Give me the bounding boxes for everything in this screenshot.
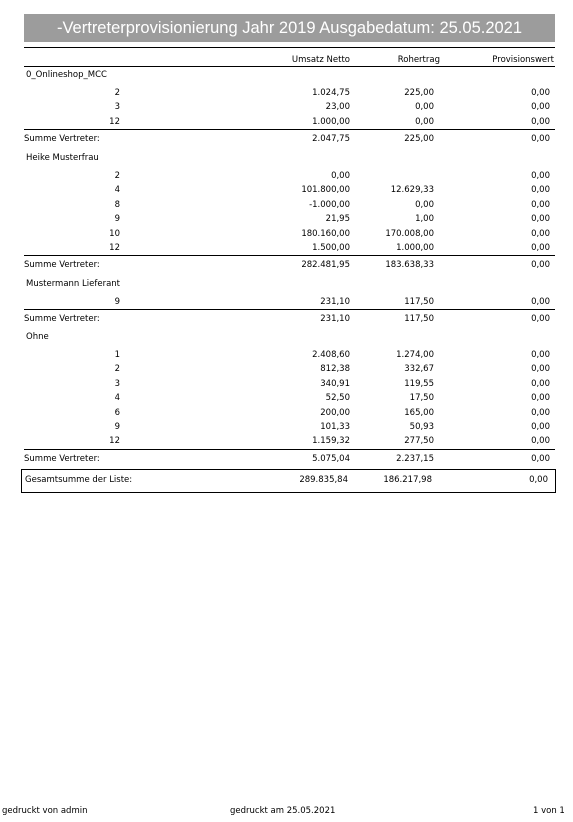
cell-umsatz: 1.500,00 xyxy=(312,243,350,253)
cell-rohertrag: 0,00 xyxy=(415,117,434,127)
cell-rv: 1 xyxy=(114,350,120,360)
group-sum-rohertrag: 183.638,33 xyxy=(385,260,434,270)
grand-total-row xyxy=(25,475,556,487)
cell-provision: 0,00 xyxy=(531,379,550,389)
cell-rohertrag: 50,93 xyxy=(409,422,434,432)
cell-rohertrag: 277,50 xyxy=(404,436,434,446)
grand-total-provision: 0,00 xyxy=(529,475,548,485)
group-sum-umsatz: 5.075,04 xyxy=(312,454,350,464)
cell-rohertrag: 1,00 xyxy=(415,214,434,224)
group-sum-rohertrag: 117,50 xyxy=(404,314,434,324)
cell-umsatz: 21,95 xyxy=(325,214,350,224)
footer-page-number: 1 von 1 xyxy=(533,806,565,816)
cell-provision: 0,00 xyxy=(531,171,550,181)
cell-rv: 2 xyxy=(114,364,120,374)
table-row xyxy=(24,200,555,212)
cell-rv: 6 xyxy=(114,408,120,418)
cell-umsatz: 101,33 xyxy=(320,422,350,432)
table-row xyxy=(24,422,555,434)
cell-rohertrag: 119,55 xyxy=(404,379,434,389)
table-row xyxy=(24,117,555,129)
cell-provision: 0,00 xyxy=(531,243,550,253)
group-name: Heike Musterfrau xyxy=(26,153,99,163)
group-sum-divider xyxy=(24,449,555,450)
table-row xyxy=(24,243,555,255)
table-row xyxy=(24,88,555,100)
cell-rohertrag: 170.008,00 xyxy=(385,229,434,239)
cell-rohertrag: 17,50 xyxy=(409,393,434,403)
group-sum-provision: 0,00 xyxy=(531,134,550,144)
group-sum-provision: 0,00 xyxy=(531,314,550,324)
cell-rohertrag: 0,00 xyxy=(415,200,434,210)
group-sum-label: Summe Vertreter: xyxy=(24,134,100,144)
cell-provision: 0,00 xyxy=(531,88,550,98)
cell-rv: 4 xyxy=(114,185,120,195)
cell-provision: 0,00 xyxy=(531,436,550,446)
group-sum-row xyxy=(24,454,555,466)
cell-umsatz: 1.159,32 xyxy=(312,436,350,446)
cell-provision: 0,00 xyxy=(531,364,550,374)
cell-rohertrag: 12.629,33 xyxy=(390,185,434,195)
cell-rv: 12 xyxy=(109,117,120,127)
group-name: 0_Onlineshop_MCC xyxy=(26,70,107,80)
cell-umsatz: 180.160,00 xyxy=(301,229,350,239)
cell-rv: 9 xyxy=(114,214,120,224)
group-sum-row xyxy=(24,314,555,326)
group-sum-provision: 0,00 xyxy=(531,454,550,464)
table-row xyxy=(24,350,555,362)
cell-umsatz: -1.000,00 xyxy=(309,200,350,210)
title-underline xyxy=(24,47,555,48)
table-row xyxy=(24,185,555,197)
footer-printed-on: gedruckt am 25.05.2021 xyxy=(230,806,336,816)
cell-rohertrag: 165,00 xyxy=(404,408,434,418)
cell-provision: 0,00 xyxy=(531,297,550,307)
report-title: -Vertreterprovisionierung Jahr 2019 Ausgabedatum: 25.05.2021 xyxy=(24,14,555,42)
group-sum-label: Summe Vertreter: xyxy=(24,260,100,270)
cell-rv: 10 xyxy=(109,229,120,239)
cell-rv: 3 xyxy=(114,379,120,389)
column-header-rohertrag: Rohertrag xyxy=(397,55,440,65)
group-sum-rohertrag: 225,00 xyxy=(404,134,434,144)
group-sum-umsatz: 231,10 xyxy=(320,314,350,324)
cell-rv: 2 xyxy=(114,171,120,181)
cell-umsatz: 52,50 xyxy=(325,393,350,403)
group-sum-umsatz: 282.481,95 xyxy=(301,260,350,270)
cell-rv: 9 xyxy=(114,422,120,432)
table-row xyxy=(24,171,555,183)
cell-umsatz: 101.800,00 xyxy=(301,185,350,195)
header-underline xyxy=(24,66,555,67)
cell-umsatz: 231,10 xyxy=(320,297,350,307)
table-row xyxy=(24,297,555,309)
group-sum-divider xyxy=(24,129,555,130)
cell-provision: 0,00 xyxy=(531,408,550,418)
cell-provision: 0,00 xyxy=(531,102,550,112)
cell-umsatz: 812,38 xyxy=(320,364,350,374)
cell-umsatz: 340,91 xyxy=(320,379,350,389)
group-sum-row xyxy=(24,134,555,146)
cell-rohertrag: 0,00 xyxy=(415,102,434,112)
cell-rv: 2 xyxy=(114,88,120,98)
cell-umsatz: 2.408,60 xyxy=(312,350,350,360)
cell-umsatz: 1.000,00 xyxy=(312,117,350,127)
group-sum-divider xyxy=(24,309,555,310)
cell-rv: 3 xyxy=(114,102,120,112)
column-header-umsatz: Umsatz Netto xyxy=(291,55,350,65)
table-row xyxy=(24,229,555,241)
table-row xyxy=(24,408,555,420)
cell-rv: 9 xyxy=(114,297,120,307)
cell-rohertrag: 1.000,00 xyxy=(396,243,434,253)
table-row xyxy=(24,214,555,226)
grand-total-umsatz: 289.835,84 xyxy=(299,475,348,485)
table-row xyxy=(24,379,555,391)
cell-provision: 0,00 xyxy=(531,229,550,239)
footer-printed-by: gedruckt von admin xyxy=(2,806,88,816)
cell-umsatz: 1.024,75 xyxy=(312,88,350,98)
group-sum-divider xyxy=(24,255,555,256)
group-sum-umsatz: 2.047,75 xyxy=(312,134,350,144)
group-sum-label: Summe Vertreter: xyxy=(24,454,100,464)
cell-umsatz: 0,00 xyxy=(331,171,350,181)
group-name: Mustermann Lieferant xyxy=(26,279,120,289)
group-sum-rohertrag: 2.237,15 xyxy=(396,454,434,464)
column-header-provision: Provisionswert xyxy=(492,55,554,65)
grand-total-rohertrag: 186.217,98 xyxy=(383,475,432,485)
cell-provision: 0,00 xyxy=(531,200,550,210)
group-name: Ohne xyxy=(26,332,49,342)
cell-umsatz: 200,00 xyxy=(320,408,350,418)
cell-provision: 0,00 xyxy=(531,214,550,224)
cell-provision: 0,00 xyxy=(531,422,550,432)
cell-provision: 0,00 xyxy=(531,185,550,195)
grand-total-box xyxy=(21,469,556,493)
cell-rohertrag: 332,67 xyxy=(404,364,434,374)
cell-rv: 4 xyxy=(114,393,120,403)
table-row xyxy=(24,102,555,114)
cell-rohertrag: 225,00 xyxy=(404,88,434,98)
table-row xyxy=(24,393,555,405)
cell-umsatz: 23,00 xyxy=(325,102,350,112)
table-row xyxy=(24,436,555,448)
table-row xyxy=(24,364,555,376)
cell-rv: 12 xyxy=(109,436,120,446)
cell-provision: 0,00 xyxy=(531,393,550,403)
group-sum-row xyxy=(24,260,555,272)
cell-rohertrag: 117,50 xyxy=(404,297,434,307)
cell-rohertrag: 1.274,00 xyxy=(396,350,434,360)
cell-provision: 0,00 xyxy=(531,350,550,360)
cell-rv: 12 xyxy=(109,243,120,253)
group-sum-provision: 0,00 xyxy=(531,260,550,270)
grand-total-label: Gesamtsumme der Liste: xyxy=(25,475,133,485)
group-sum-label: Summe Vertreter: xyxy=(24,314,100,324)
cell-rv: 8 xyxy=(114,200,120,210)
cell-provision: 0,00 xyxy=(531,117,550,127)
